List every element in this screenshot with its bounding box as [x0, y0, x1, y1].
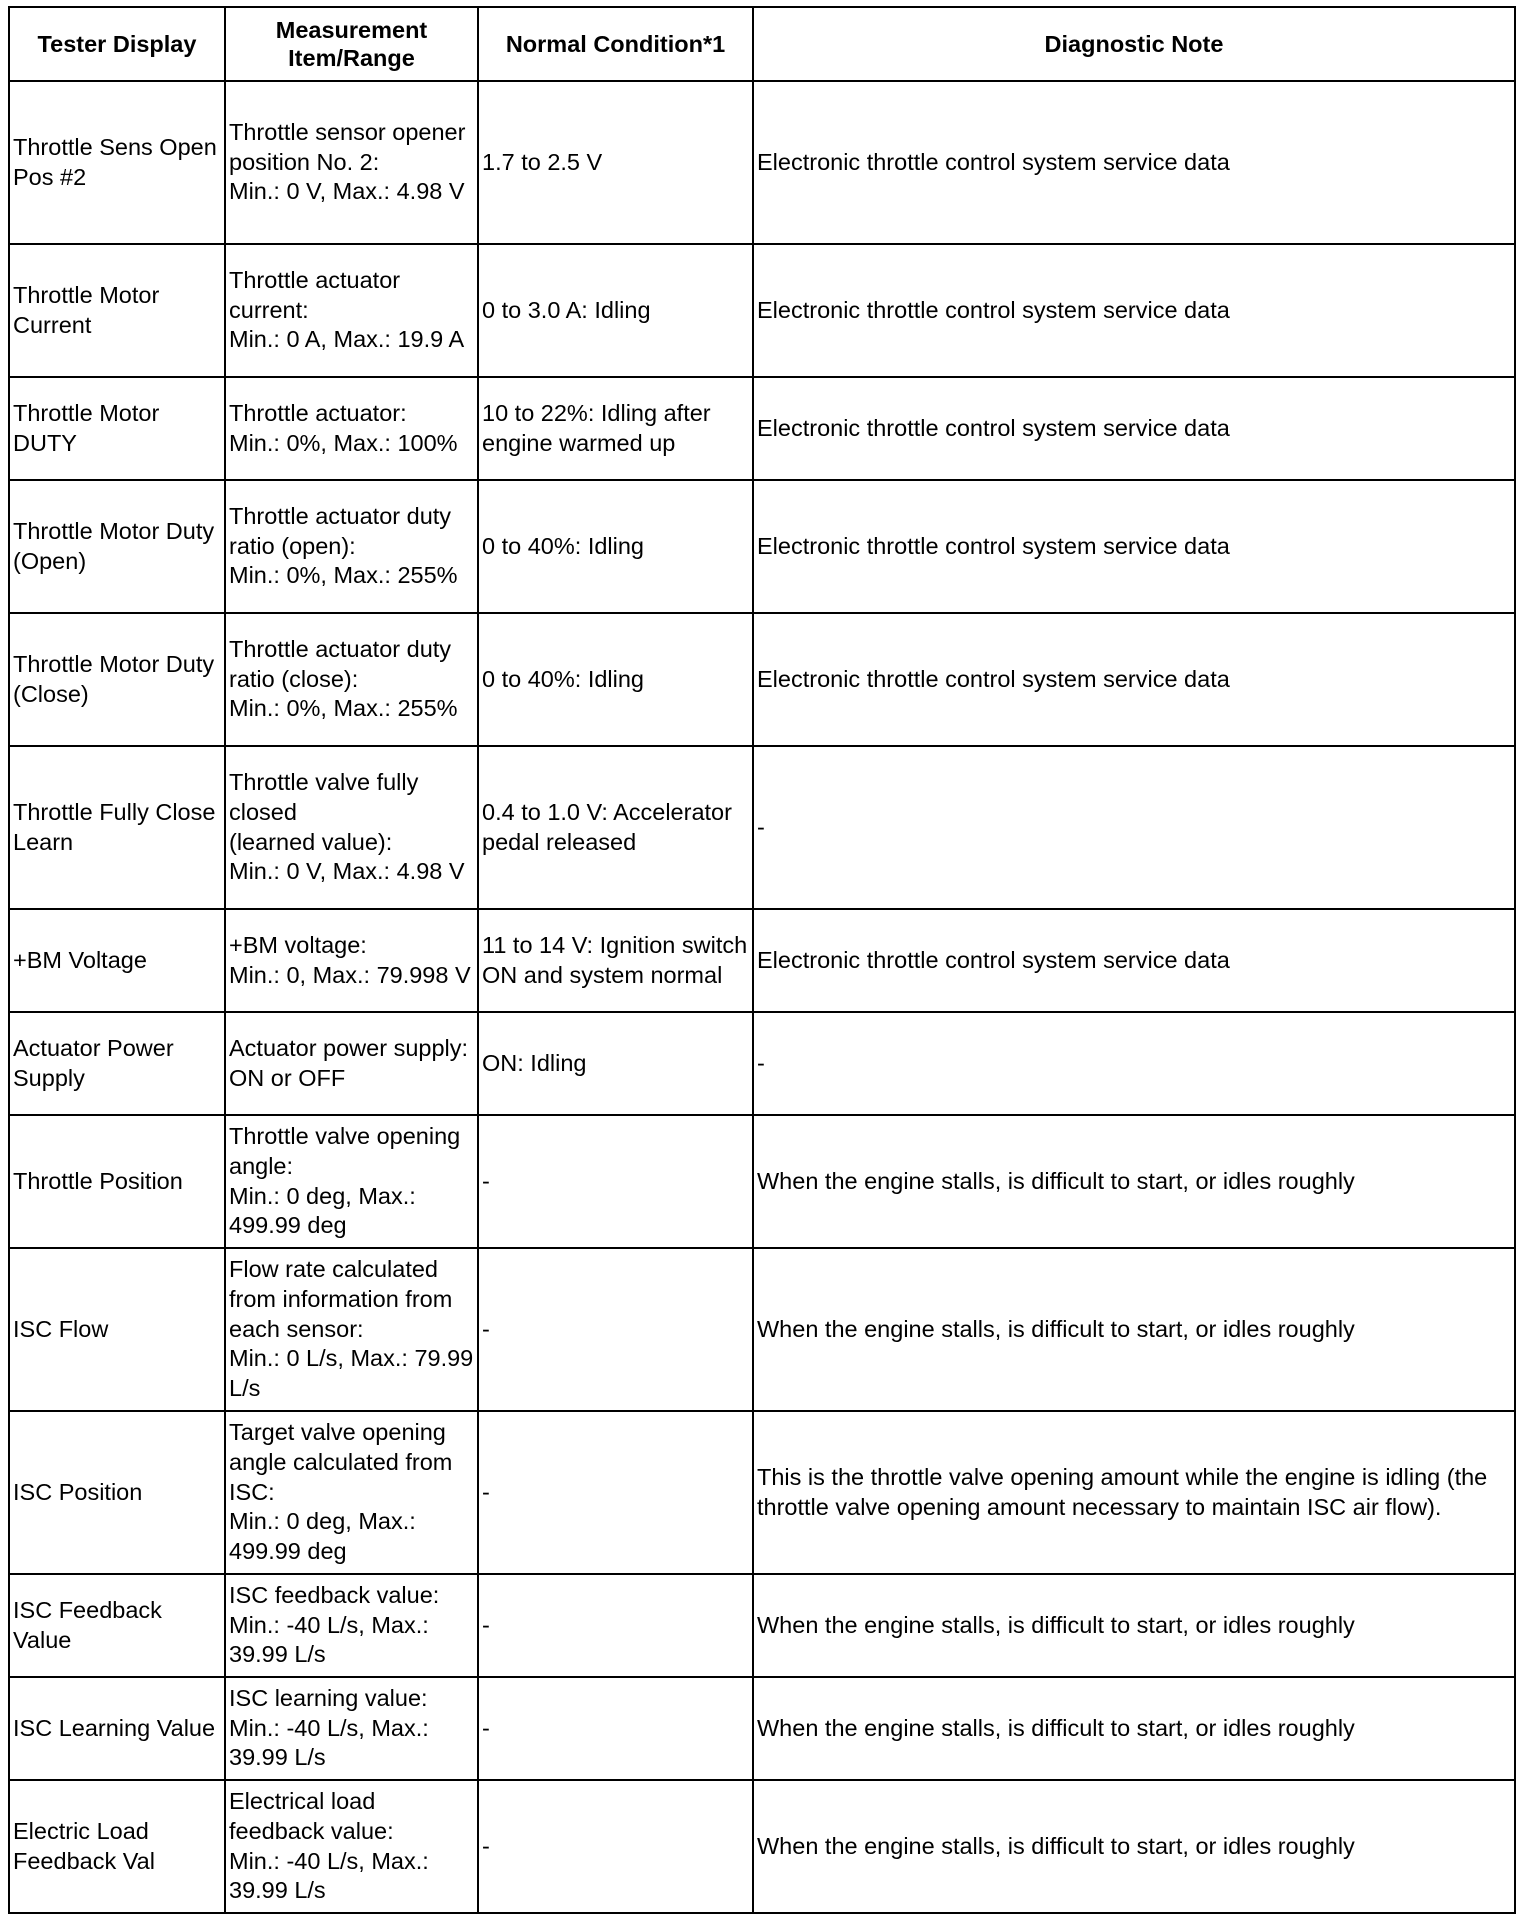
measurement-cell: Throttle valve opening angle: Min.: 0 deg, Max.: 499.99 deg — [225, 1115, 478, 1248]
normal-condition-cell: - — [478, 1115, 753, 1248]
diagnostic-note-cell: When the engine stalls, is difficult to start, or idles roughly — [753, 1115, 1515, 1248]
measurement-cell: Throttle valve fully closed (learned value): Min.: 0 V, Max.: 4.98 V — [225, 746, 478, 909]
measurement-cell: ISC feedback value: Min.: -40 L/s, Max.: 39.99 L/s — [225, 1574, 478, 1677]
measurement-cell: Flow rate calculated from information from each sensor: Min.: 0 L/s, Max.: 79.99 L/s — [225, 1248, 478, 1411]
measurement-cell: Throttle sensor opener position No. 2: Min.: 0 V, Max.: 4.98 V — [225, 81, 478, 244]
tester-display-cell: Throttle Motor Duty (Open) — [9, 480, 225, 613]
table-row — [9, 1574, 1515, 1677]
measurement-cell: Actuator power supply: ON or OFF — [225, 1012, 478, 1115]
tester-display-cell: +BM Voltage — [9, 909, 225, 1012]
measurement-cell: Throttle actuator duty ratio (open): Min.: 0%, Max.: 255% — [225, 480, 478, 613]
tester-display-cell: Throttle Motor Duty (Close) — [9, 613, 225, 746]
table-row — [9, 377, 1515, 480]
tester-display-cell: Throttle Motor Current — [9, 244, 225, 377]
normal-condition-cell: 10 to 22%: Idling after engine warmed up — [478, 377, 753, 480]
normal-condition-cell: 0.4 to 1.0 V: Accelerator pedal released — [478, 746, 753, 909]
measurement-cell: Throttle actuator: Min.: 0%, Max.: 100% — [225, 377, 478, 480]
tester-display-cell: Electric Load Feedback Val — [9, 1780, 225, 1913]
header-measurement-item: Measurement Item/Range — [225, 7, 478, 81]
table-row — [9, 746, 1515, 909]
table-row — [9, 81, 1515, 244]
tester-display-cell: ISC Feedback Value — [9, 1574, 225, 1677]
measurement-cell: ISC learning value: Min.: -40 L/s, Max.: 39.99 L/s — [225, 1677, 478, 1780]
table-row — [9, 480, 1515, 613]
tester-display-cell: Throttle Sens Open Pos #2 — [9, 81, 225, 244]
diagnostic-note-cell: - — [753, 746, 1515, 909]
data-list-sheet — [8, 6, 1516, 1914]
data-list-table — [8, 6, 1516, 1914]
table-row — [9, 1411, 1515, 1574]
diagnostic-note-cell: When the engine stalls, is difficult to start, or idles roughly — [753, 1248, 1515, 1411]
tester-display-cell: ISC Flow — [9, 1248, 225, 1411]
measurement-cell: Throttle actuator current: Min.: 0 A, Max.: 19.9 A — [225, 244, 478, 377]
tester-display-cell: Throttle Position — [9, 1115, 225, 1248]
normal-condition-cell: ON: Idling — [478, 1012, 753, 1115]
tester-display-cell: Actuator Power Supply — [9, 1012, 225, 1115]
normal-condition-cell: 0 to 40%: Idling — [478, 480, 753, 613]
normal-condition-cell: 0 to 3.0 A: Idling — [478, 244, 753, 377]
table-row — [9, 1248, 1515, 1411]
tester-display-cell: ISC Position — [9, 1411, 225, 1574]
table-row — [9, 1012, 1515, 1115]
normal-condition-cell: - — [478, 1574, 753, 1677]
tester-display-cell: Throttle Motor DUTY — [9, 377, 225, 480]
normal-condition-cell: 11 to 14 V: Ignition switch ON and system normal — [478, 909, 753, 1012]
header-row — [9, 7, 1515, 81]
normal-condition-cell: - — [478, 1677, 753, 1780]
diagnostic-note-cell: This is the throttle valve opening amount while the engine is idling (the throttle valve opening amount necessary to maintain ISC air flow). — [753, 1411, 1515, 1574]
diagnostic-note-cell: Electronic throttle control system service data — [753, 613, 1515, 746]
table-row — [9, 244, 1515, 377]
diagnostic-note-cell: When the engine stalls, is difficult to start, or idles roughly — [753, 1780, 1515, 1913]
header-normal-condition: Normal Condition*1 — [478, 7, 753, 81]
header-diagnostic-note: Diagnostic Note — [753, 7, 1515, 81]
table-row — [9, 1780, 1515, 1913]
diagnostic-note-cell: Electronic throttle control system service data — [753, 81, 1515, 244]
diagnostic-note-cell: - — [753, 1012, 1515, 1115]
measurement-cell: +BM voltage: Min.: 0, Max.: 79.998 V — [225, 909, 478, 1012]
measurement-cell: Target valve opening angle calculated from ISC: Min.: 0 deg, Max.: 499.99 deg — [225, 1411, 478, 1574]
normal-condition-cell: 0 to 40%: Idling — [478, 613, 753, 746]
diagnostic-note-cell: Electronic throttle control system service data — [753, 909, 1515, 1012]
table-row — [9, 613, 1515, 746]
diagnostic-note-cell: When the engine stalls, is difficult to start, or idles roughly — [753, 1677, 1515, 1780]
diagnostic-note-cell: Electronic throttle control system service data — [753, 377, 1515, 480]
measurement-cell: Throttle actuator duty ratio (close): Min.: 0%, Max.: 255% — [225, 613, 478, 746]
table-row — [9, 909, 1515, 1012]
normal-condition-cell: 1.7 to 2.5 V — [478, 81, 753, 244]
normal-condition-cell: - — [478, 1780, 753, 1913]
table-row — [9, 1115, 1515, 1248]
normal-condition-cell: - — [478, 1248, 753, 1411]
header-tester-display: Tester Display — [9, 7, 225, 81]
diagnostic-note-cell: Electronic throttle control system service data — [753, 480, 1515, 613]
measurement-cell: Electrical load feedback value: Min.: -40 L/s, Max.: 39.99 L/s — [225, 1780, 478, 1913]
tester-display-cell: Throttle Fully Close Learn — [9, 746, 225, 909]
diagnostic-note-cell: Electronic throttle control system service data — [753, 244, 1515, 377]
tester-display-cell: ISC Learning Value — [9, 1677, 225, 1780]
table-row — [9, 1677, 1515, 1780]
diagnostic-note-cell: When the engine stalls, is difficult to start, or idles roughly — [753, 1574, 1515, 1677]
normal-condition-cell: - — [478, 1411, 753, 1574]
